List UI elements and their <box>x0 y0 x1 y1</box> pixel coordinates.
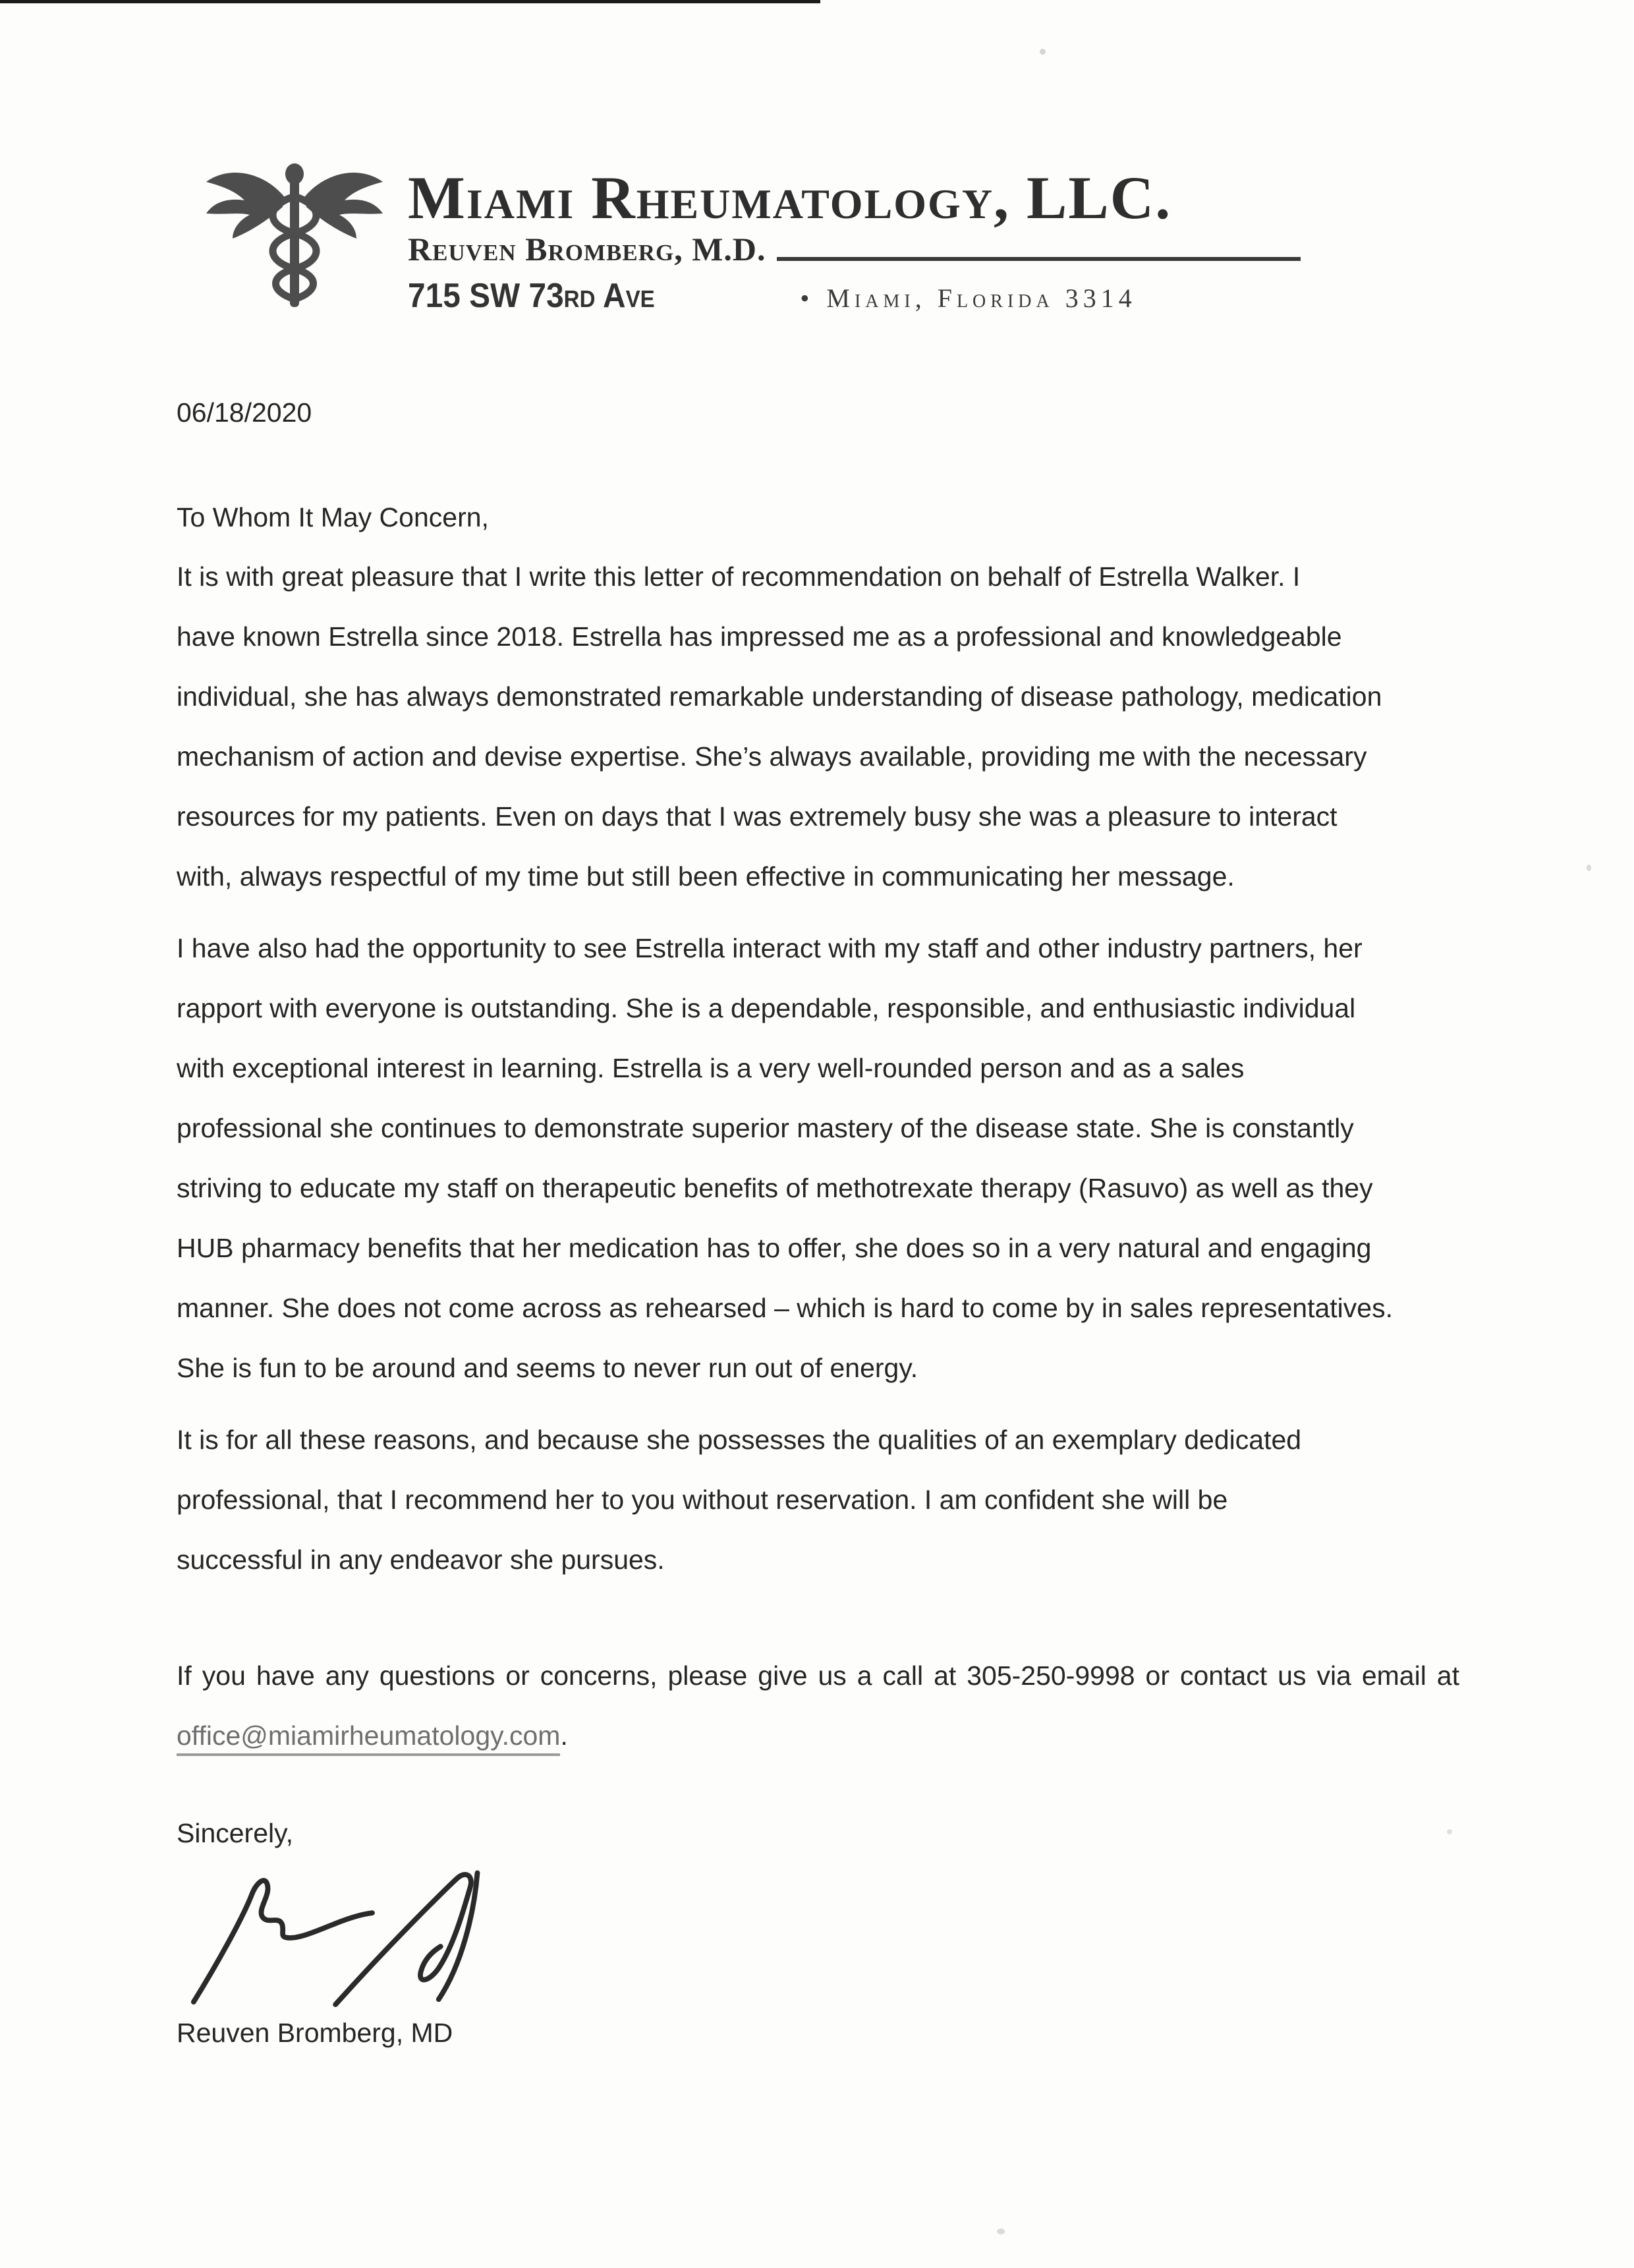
street-address: 715 SW 73rd Ave <box>408 276 655 315</box>
physician-row <box>408 232 1301 267</box>
caduceus-icon <box>196 157 393 323</box>
text-line: with exceptional interest in learning. Estrella is a very well-rounded person and as a sales <box>177 1053 1245 1083</box>
text-line: mechanism of action and devise expertise. She’s always available, providing me with the necessary <box>177 741 1367 772</box>
company-name: Miami Rheumatology, LLC. <box>408 164 1172 231</box>
text-line: She is fun to be around and seems to never run out of energy. <box>177 1353 918 1383</box>
text-line: professional she continues to demonstrate superior mastery of the disease state. She is constantly <box>177 1113 1354 1143</box>
address-row <box>408 276 1301 316</box>
physician-name: Reuven Bromberg, M.D. <box>408 231 766 268</box>
text-line: manner. She does not come across as rehearsed – which is hard to come by in sales representatives. <box>177 1293 1393 1323</box>
closing: Sincerely, <box>177 1818 293 1848</box>
paragraph <box>177 547 1459 907</box>
letterhead-text <box>408 157 1301 316</box>
city-state <box>800 283 1136 314</box>
scan-speck <box>1587 865 1591 871</box>
text-line: individual, she has always demonstrated remarkable understanding of disease pathology, medication <box>177 681 1382 712</box>
salutation: To Whom It May Concern, <box>177 502 489 532</box>
bullet-icon: • <box>800 283 810 313</box>
contact-email-line <box>177 1706 1459 1766</box>
text-line: have known Estrella since 2018. Estrella has impressed me as a professional and knowledgeable <box>177 621 1342 652</box>
text-line: professional, that I recommend her to you without reservation. I am confident she will be <box>177 1485 1228 1515</box>
email-period: . <box>560 1720 568 1751</box>
contact-line: If you have any questions or concerns, please give us a call at 305-250-9998 or contact us via email at <box>177 1660 1459 1691</box>
handwritten-signature <box>186 1856 495 2008</box>
text-line: successful in any endeavor she pursues. <box>177 1545 665 1575</box>
text-line: rapport with everyone is outstanding. She is a dependable, responsible, and enthusiastic individual <box>177 993 1356 1023</box>
email-link: office@miamirheumatology.com <box>177 1720 560 1756</box>
letter-paragraphs <box>177 547 1459 1590</box>
paragraph <box>177 1410 1459 1590</box>
letter-body <box>177 397 1459 2049</box>
text-line: I have also had the opportunity to see Estrella interact with my staff and other industry partners, her <box>177 933 1363 963</box>
scan-speck <box>997 2228 1005 2234</box>
text-line: HUB pharmacy benefits that her medication has to offer, she does so in a very natural and engaging <box>177 1233 1372 1263</box>
text-line: with, always respectful of my time but still been effective in communicating her message. <box>177 861 1235 892</box>
contact-paragraph <box>177 1646 1459 1766</box>
letterhead <box>196 157 1634 323</box>
text-line: It is for all these reasons, and because she possesses the qualities of an exemplary dedicated <box>177 1425 1302 1455</box>
letter-date: 06/18/2020 <box>177 397 312 428</box>
text-line: It is with great pleasure that I write this letter of recommendation on behalf of Estrella Walker. I <box>177 561 1301 592</box>
signer-name: Reuven Bromberg, MD <box>177 2018 453 2048</box>
text-line: resources for my patients. Even on days that I was extremely busy she was a pleasure to interact <box>177 801 1338 832</box>
text-line: striving to educate my staff on therapeutic benefits of methotrexate therapy (Rasuvo) as well as they <box>177 1173 1373 1203</box>
paragraph <box>177 919 1459 1398</box>
city-state-text: Miami, Florida 3314 <box>826 283 1137 313</box>
scan-speck <box>1040 49 1046 55</box>
letterhead-rule <box>777 257 1301 261</box>
scan-artifact <box>0 0 820 3</box>
scan-speck <box>1447 1829 1452 1834</box>
